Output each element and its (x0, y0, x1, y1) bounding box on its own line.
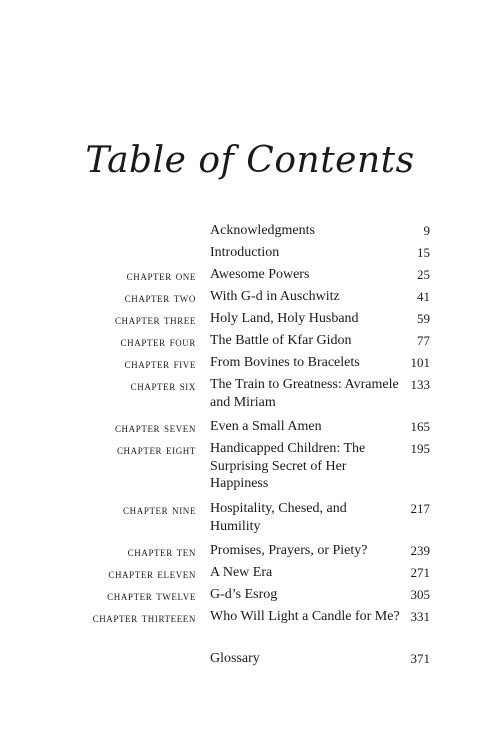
toc-entry-chapter-three (0, 310, 500, 332)
toc-list (0, 222, 500, 672)
entry-page-number: 41 (417, 289, 430, 304)
chapter-label: chapter six (130, 378, 196, 393)
entry-page-number: 133 (410, 377, 430, 392)
toc-entry-chapter-twelve (0, 586, 500, 608)
entry-page-number: 271 (410, 565, 430, 580)
entry-title: The Train to Greatness: Avramele and Miriam (210, 377, 399, 410)
chapter-label: chapter seven (114, 420, 196, 435)
entry-page-number: 371 (410, 651, 430, 666)
entry-title: Acknowledgments (210, 223, 315, 238)
toc-entry-chapter-four (0, 332, 500, 354)
entry-page-number: 77 (417, 333, 430, 348)
chapter-label: chapter four (120, 334, 196, 349)
toc-entry-chapter-two (0, 288, 500, 310)
entry-title: With G-d in Auschwitz (210, 289, 340, 304)
chapter-label: chapter eleven (108, 566, 196, 581)
chapter-label: chapter nine (123, 502, 196, 517)
chapter-label: chapter two (124, 290, 196, 305)
entry-title: Handicapped Children: The Surprising Secret of Her Happiness (210, 441, 366, 491)
entry-title: Glossary (210, 651, 260, 666)
chapter-label: chapter thirteeen (92, 610, 196, 625)
entry-title: From Bovines to Bracelets (210, 355, 360, 370)
entry-page-number: 195 (410, 441, 430, 456)
toc-entry-chapter-seven (0, 418, 500, 440)
toc-entry-acknowledgments (0, 222, 500, 244)
chapter-label: chapter three (114, 312, 196, 327)
entry-title: G-d’s Esrog (210, 587, 278, 602)
entry-title: Awesome Powers (210, 267, 310, 282)
entry-page-number: 15 (417, 245, 430, 260)
toc-entry-chapter-nine (0, 500, 500, 542)
toc-entry-chapter-eleven (0, 564, 500, 586)
entry-title: Introduction (210, 245, 280, 260)
entry-title: Promises, Prayers, or Piety? (210, 543, 368, 558)
entry-page-number: 165 (410, 419, 430, 434)
page-title: Table of Contents (85, 140, 415, 181)
entry-title: A New Era (210, 565, 273, 580)
entry-title: The Battle of Kfar Gidon (210, 333, 352, 348)
entry-title: Even a Small Amen (210, 419, 322, 434)
toc-entry-chapter-thirteen (0, 608, 500, 650)
chapter-label: chapter ten (127, 544, 196, 559)
chapter-label: chapter twelve (107, 588, 196, 603)
entry-page-number: 9 (423, 223, 430, 238)
toc-entry-chapter-six (0, 376, 500, 418)
chapter-label: chapter one (126, 268, 196, 283)
entry-page-number: 331 (410, 609, 430, 624)
chapter-label: chapter eight (116, 442, 196, 457)
entry-title: Hospitality, Chesed, and Humility (210, 501, 347, 534)
toc-entry-chapter-one (0, 266, 500, 288)
chapter-label: chapter five (124, 356, 196, 371)
toc-entry-introduction (0, 244, 500, 266)
toc-entry-glossary (0, 650, 500, 672)
entry-page-number: 25 (417, 267, 430, 282)
entry-title: Who Will Light a Candle for Me? (210, 609, 400, 624)
toc-entry-chapter-five (0, 354, 500, 376)
toc-entry-chapter-eight (0, 440, 500, 500)
entry-title: Holy Land, Holy Husband (210, 311, 359, 326)
toc-entry-chapter-ten (0, 542, 500, 564)
entry-page-number: 217 (410, 501, 430, 516)
entry-page-number: 59 (417, 311, 430, 326)
entry-page-number: 101 (410, 355, 430, 370)
entry-page-number: 239 (410, 543, 430, 558)
entry-page-number: 305 (410, 587, 430, 602)
